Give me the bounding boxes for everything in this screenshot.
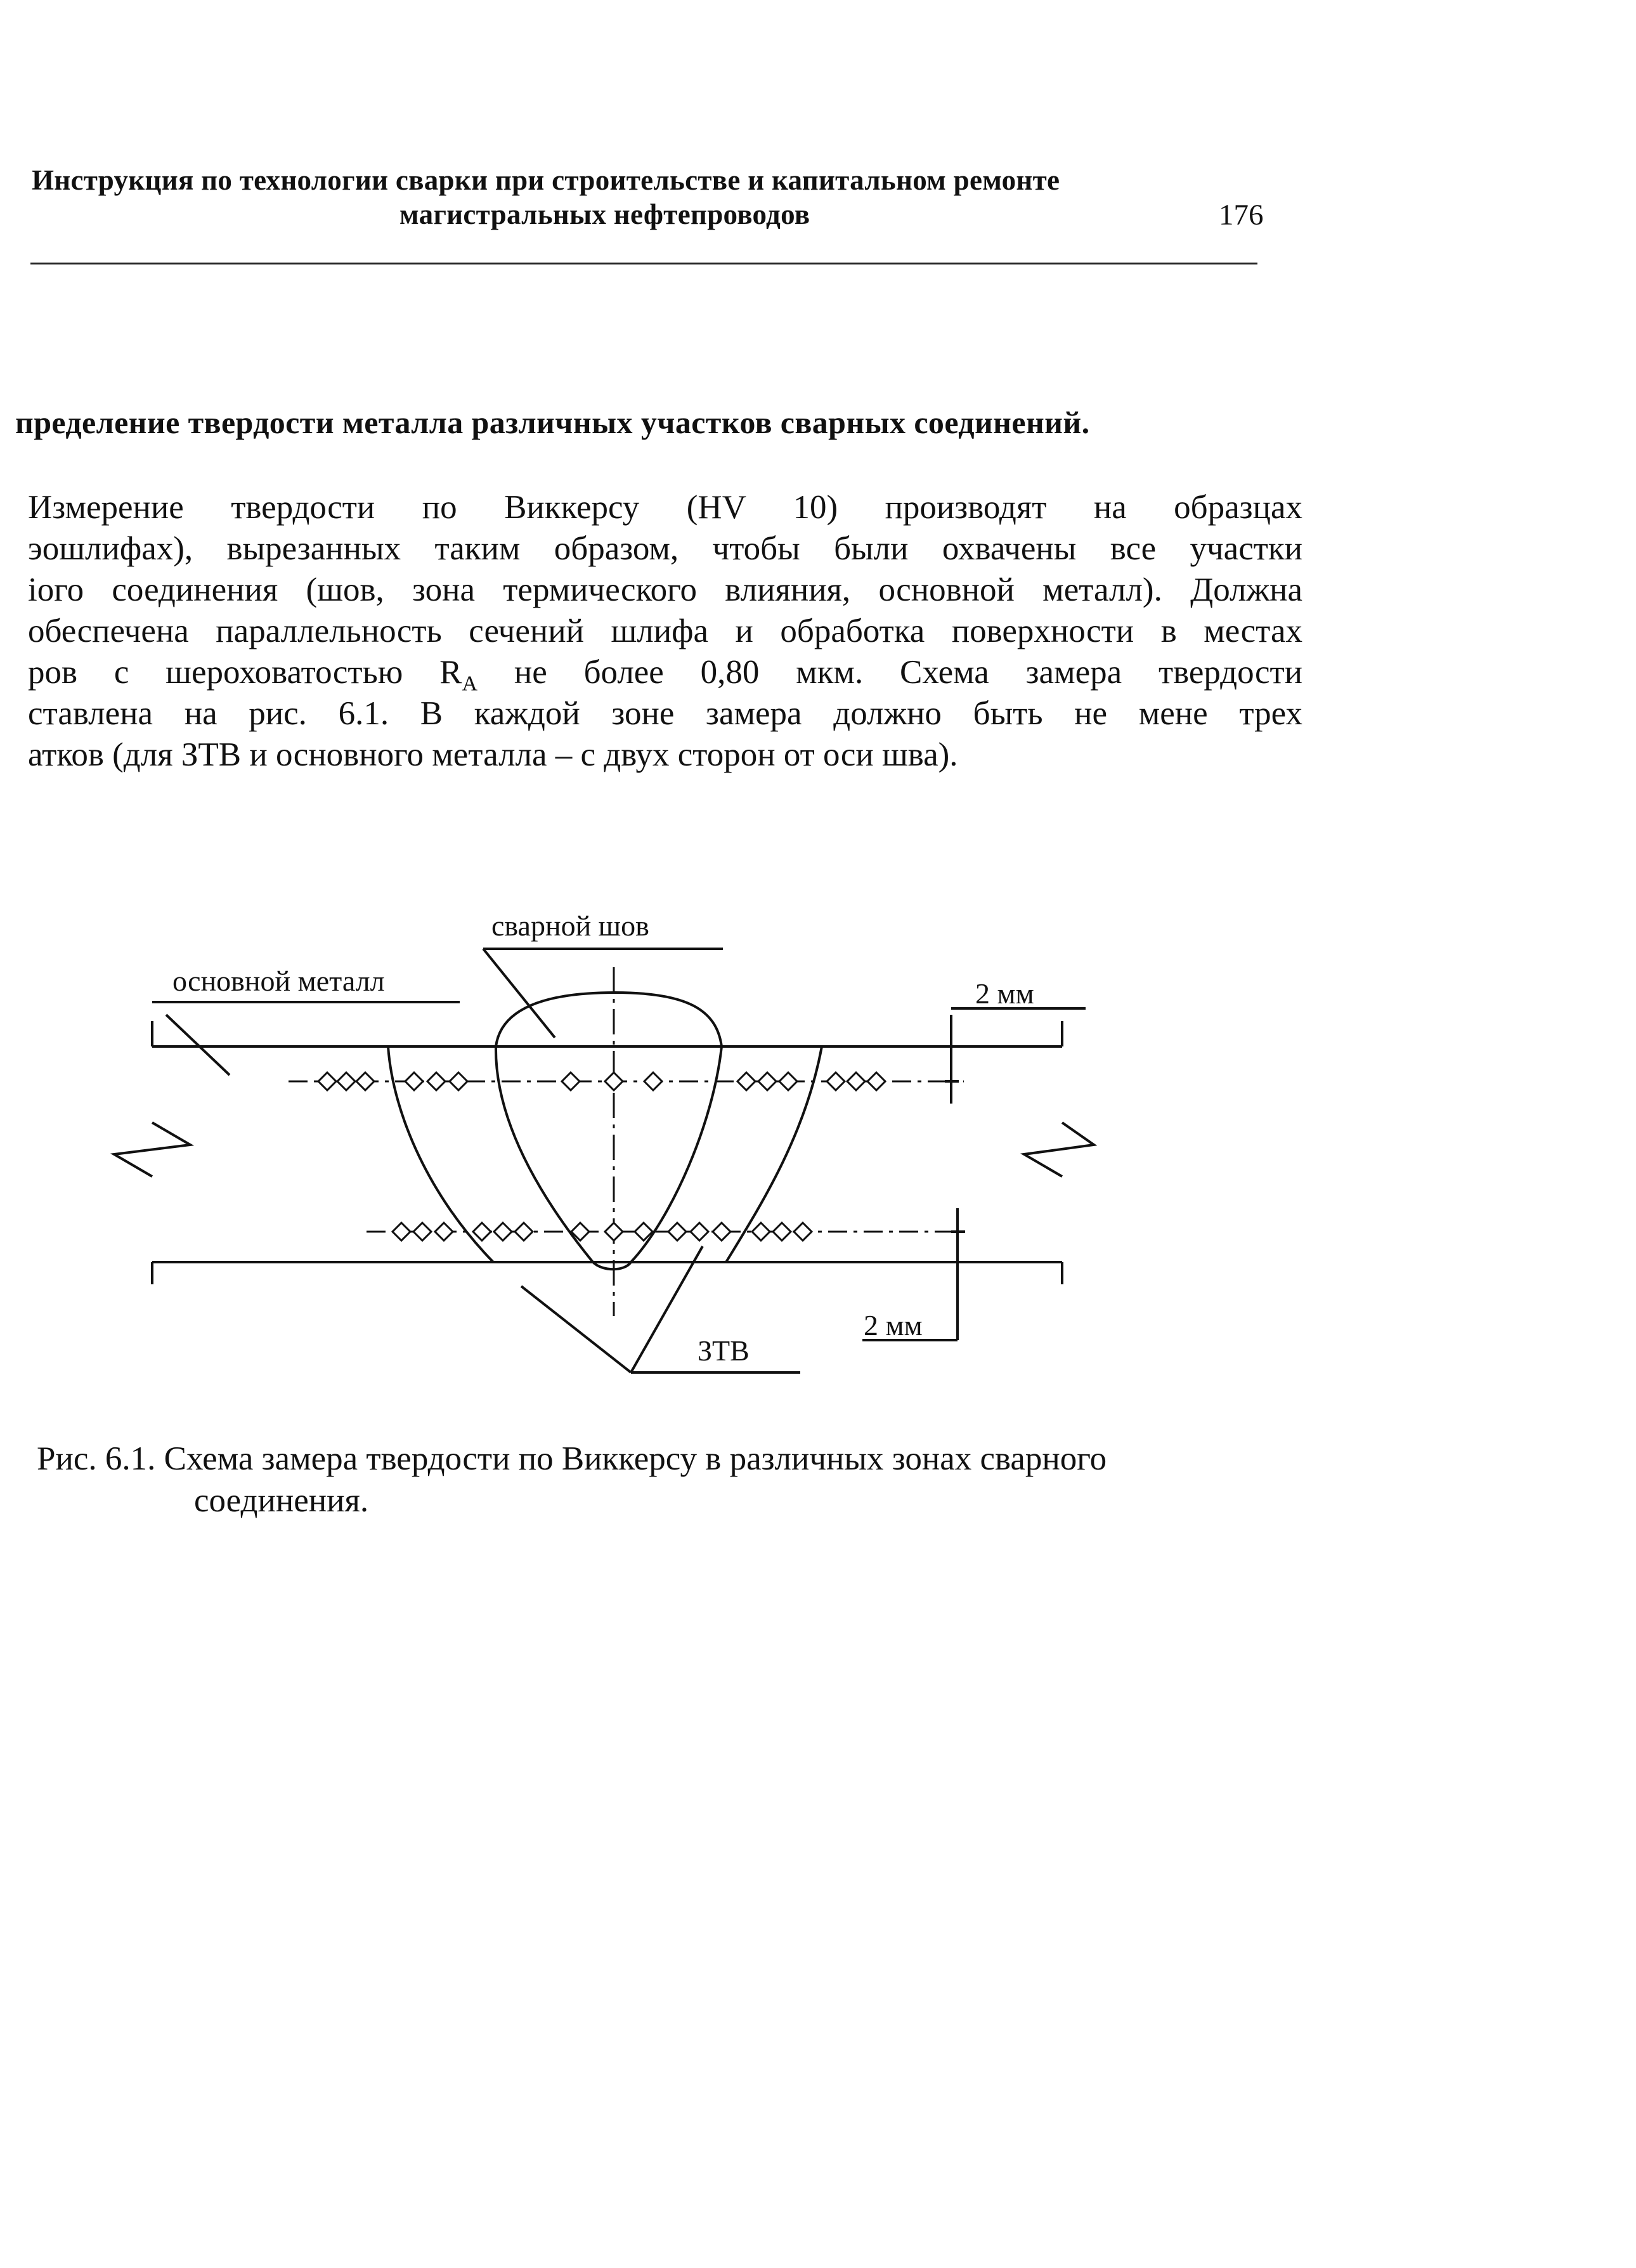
break-line-left bbox=[114, 1123, 190, 1176]
label-dim-top: 2 мм bbox=[975, 977, 1034, 1010]
label-haz: ЗТВ bbox=[698, 1334, 750, 1367]
paragraph-line: Измерение твердости по Виккерсу (HV 10) производят на образцах bbox=[28, 489, 1302, 526]
weld-hardness-diagram bbox=[0, 875, 1636, 1421]
break-line-right bbox=[1024, 1123, 1094, 1176]
paragraph-line: ставлена на рис. 6.1. В каждой зоне замера должно быть не мене трех bbox=[28, 695, 1302, 732]
header-divider bbox=[30, 263, 1257, 264]
figure-caption-line2: соединения. bbox=[194, 1482, 369, 1519]
weld-leader bbox=[483, 949, 555, 1038]
page-number: 176 bbox=[1219, 199, 1264, 231]
paragraph-fragment: не более 0,80 мкм. Схема замера твердости bbox=[477, 654, 1302, 691]
label-weld: сварной шов bbox=[491, 909, 649, 942]
paragraph-line: іого соединения (шов, зона термического влияния, основной металл). Должна bbox=[28, 571, 1302, 608]
header-title-line2: магистральных нефтепроводов bbox=[399, 199, 810, 230]
haz-leader-left bbox=[521, 1286, 631, 1372]
paragraph-line: атков (для ЗТВ и основного металла – с двух сторон от оси шва). bbox=[28, 736, 958, 773]
label-base-metal: основной металл bbox=[172, 965, 385, 997]
haz-leader-right bbox=[631, 1246, 703, 1372]
paragraph-fragment: ров с шероховатостью R bbox=[28, 654, 462, 691]
header-title-line1: Инструкция по технологии сварки при строительстве и капитальном ремонте bbox=[32, 164, 1060, 196]
paragraph-line: обеспечена параллельность сечений шлифа и обработка поверхности в местах bbox=[28, 613, 1302, 649]
figure-caption-line1: Рис. 6.1. Схема замера твердости по Виккерсу в различных зонах сварного bbox=[37, 1440, 1107, 1477]
paragraph-line: эошлифах), вырезанных таким образом, чтобы были охвачены все участки bbox=[28, 530, 1302, 567]
subscript-a: A bbox=[462, 672, 478, 696]
label-dim-bottom: 2 мм bbox=[864, 1309, 923, 1341]
base-metal-leader bbox=[166, 1015, 230, 1075]
section-title: пределение твердости металла различных участков сварных соединений. bbox=[15, 405, 1090, 440]
